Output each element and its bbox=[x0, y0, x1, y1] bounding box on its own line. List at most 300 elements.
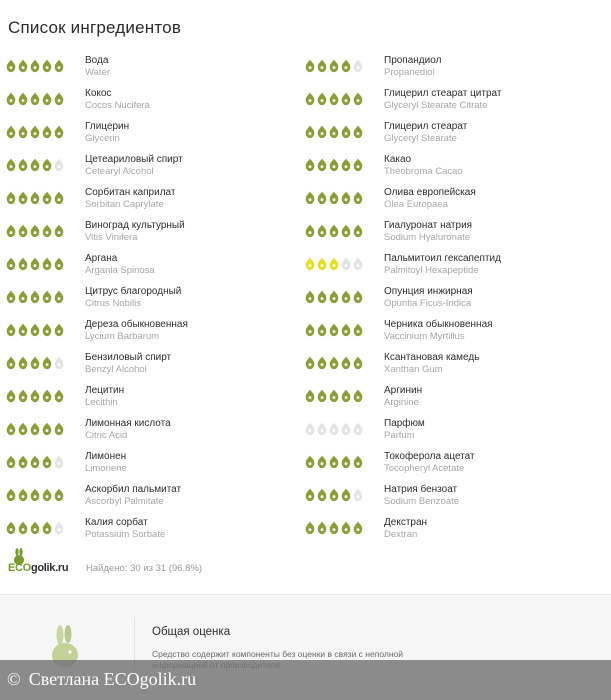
drop-icon bbox=[317, 257, 327, 271]
ingredient-names bbox=[384, 352, 479, 376]
ingredient-name[interactable]: Сорбитан каприлат bbox=[85, 187, 176, 198]
drop-icon bbox=[18, 356, 28, 370]
rating-drops bbox=[6, 323, 66, 339]
drop-icon bbox=[6, 191, 16, 205]
copyright-sign: © bbox=[7, 669, 21, 689]
ingredient-names bbox=[85, 484, 181, 508]
drop-icon bbox=[18, 158, 28, 172]
drop-icon bbox=[305, 125, 315, 139]
drop-icon bbox=[6, 290, 16, 304]
drop-icon bbox=[42, 323, 52, 337]
drop-icon bbox=[317, 92, 327, 106]
drop-icon bbox=[305, 488, 315, 502]
ingredient-names bbox=[85, 385, 124, 409]
ingredient-name[interactable]: Аргинин bbox=[384, 385, 423, 396]
page-title: Список ингредиентов bbox=[8, 18, 182, 37]
ingredient-latin-name: Argania Spinosa bbox=[85, 265, 155, 276]
drop-icon bbox=[6, 158, 16, 172]
drop-icon bbox=[329, 257, 339, 271]
drop-icon bbox=[329, 224, 339, 238]
drop-icon bbox=[30, 521, 40, 535]
drop-icon bbox=[317, 323, 327, 337]
drop-icon bbox=[42, 290, 52, 304]
drop-icon bbox=[6, 488, 16, 502]
drop-icon bbox=[341, 257, 351, 271]
drop-icon bbox=[353, 191, 363, 205]
drop-icon bbox=[353, 422, 363, 436]
drop-icon bbox=[317, 455, 327, 469]
drop-icon bbox=[30, 455, 40, 469]
ingredient-row[interactable] bbox=[305, 53, 605, 86]
rating-drops bbox=[6, 191, 66, 207]
drop-icon bbox=[341, 290, 351, 304]
drop-icon bbox=[54, 455, 64, 469]
drop-icon bbox=[329, 356, 339, 370]
ingredient-name[interactable]: Парфюм bbox=[384, 418, 425, 429]
drop-icon bbox=[30, 158, 40, 172]
ingredient-latin-name: Lycium Barbarum bbox=[85, 331, 160, 342]
drop-icon bbox=[353, 257, 363, 271]
drop-icon bbox=[305, 356, 315, 370]
rating-drops bbox=[6, 290, 66, 306]
ingredient-row[interactable] bbox=[305, 350, 605, 383]
drop-icon bbox=[54, 290, 64, 304]
drop-icon bbox=[353, 356, 363, 370]
drop-icon bbox=[329, 422, 339, 436]
rating-drops bbox=[305, 422, 365, 438]
ingredient-names bbox=[384, 484, 459, 508]
ingredient-names bbox=[85, 121, 129, 145]
ingredient-row[interactable] bbox=[6, 218, 306, 251]
ingredient-latin-name: Xanthan Gum bbox=[384, 364, 443, 375]
ingredient-latin-name: Vitis Vinifera bbox=[85, 232, 138, 243]
drop-icon bbox=[42, 257, 52, 271]
rating-drops bbox=[305, 125, 365, 141]
ingredient-row[interactable] bbox=[305, 383, 605, 416]
ingredient-name[interactable]: Цетеариловый спирт bbox=[85, 154, 183, 165]
drop-icon bbox=[329, 488, 339, 502]
rating-drops bbox=[305, 257, 365, 273]
drop-icon bbox=[30, 488, 40, 502]
ingredient-latin-name: Cetearyl Alcohol bbox=[85, 166, 154, 177]
drop-icon bbox=[6, 323, 16, 337]
drop-icon bbox=[54, 59, 64, 73]
drop-icon bbox=[305, 422, 315, 436]
drop-icon bbox=[18, 59, 28, 73]
ingredient-name[interactable]: Пальмитоил гексапептид bbox=[384, 253, 501, 264]
rating-drops bbox=[305, 356, 365, 372]
drop-icon bbox=[305, 224, 315, 238]
drop-icon bbox=[42, 521, 52, 535]
drop-icon bbox=[54, 92, 64, 106]
ingredient-name[interactable]: Глицерин bbox=[85, 121, 130, 132]
rating-drops bbox=[6, 356, 66, 372]
drop-icon bbox=[42, 356, 52, 370]
drop-icon bbox=[341, 92, 351, 106]
drop-icon bbox=[305, 59, 315, 73]
drop-icon bbox=[341, 191, 351, 205]
drop-icon bbox=[18, 191, 28, 205]
watermark-author: Светлана ECOgolik.ru bbox=[28, 669, 197, 689]
ingredient-names bbox=[384, 385, 422, 409]
rating-drops bbox=[6, 59, 66, 75]
drop-icon bbox=[305, 290, 315, 304]
ingredient-names bbox=[384, 88, 501, 112]
rating-drops bbox=[6, 488, 66, 504]
drop-icon bbox=[6, 356, 16, 370]
drop-icon bbox=[341, 488, 351, 502]
ingredient-name[interactable]: Какао bbox=[384, 154, 412, 165]
ingredient-latin-name: Vaccinium Myrtillus bbox=[384, 331, 465, 342]
drop-icon bbox=[42, 488, 52, 502]
drop-icon bbox=[30, 422, 40, 436]
rating-drops bbox=[6, 224, 66, 240]
ingredient-row[interactable] bbox=[305, 449, 605, 482]
ingredient-latin-name: Glyceryl Stearate Citrate bbox=[384, 100, 488, 111]
drop-icon bbox=[329, 521, 339, 535]
drop-icon bbox=[353, 521, 363, 535]
ingredient-latin-name: Palmitoyl Hexapeptide bbox=[384, 265, 479, 276]
drop-icon bbox=[6, 59, 16, 73]
ingredient-names bbox=[384, 220, 472, 244]
drop-icon bbox=[329, 455, 339, 469]
drop-icon bbox=[54, 488, 64, 502]
ingredient-name[interactable]: Декстран bbox=[384, 517, 428, 528]
ingredient-row[interactable] bbox=[305, 284, 605, 317]
drop-icon bbox=[317, 224, 327, 238]
drop-icon bbox=[353, 92, 363, 106]
drop-icon bbox=[18, 389, 28, 403]
ingredients-column-left bbox=[6, 53, 306, 548]
drop-icon bbox=[341, 422, 351, 436]
drop-icon bbox=[317, 356, 327, 370]
drop-icon bbox=[305, 257, 315, 271]
drop-icon bbox=[6, 224, 16, 238]
ingredient-row[interactable] bbox=[305, 218, 605, 251]
rating-drops bbox=[305, 191, 365, 207]
drop-icon bbox=[54, 125, 64, 139]
drop-icon bbox=[42, 389, 52, 403]
ingredient-latin-name: Potassium Sorbate bbox=[85, 529, 166, 540]
drop-icon bbox=[30, 224, 40, 238]
drop-icon bbox=[305, 158, 315, 172]
drop-icon bbox=[353, 125, 363, 139]
drop-icon bbox=[54, 257, 64, 271]
drop-icon bbox=[341, 158, 351, 172]
ingredient-row[interactable] bbox=[6, 152, 306, 185]
ingredient-name[interactable]: Черника обыкновенная bbox=[384, 319, 493, 330]
ingredient-latin-name: Cocos Nucifera bbox=[85, 100, 150, 111]
ingredient-names bbox=[384, 55, 441, 79]
drop-icon bbox=[42, 92, 52, 106]
found-count: Найдено: 30 из 31 (96.8%) bbox=[86, 563, 203, 574]
drop-icon bbox=[18, 224, 28, 238]
ingredient-latin-name: Opuntia Ficus-Indica bbox=[384, 298, 472, 309]
drop-icon bbox=[6, 521, 16, 535]
ingredient-latin-name: Citric Acid bbox=[85, 430, 128, 441]
ingredient-row[interactable] bbox=[305, 515, 605, 548]
drop-icon bbox=[341, 224, 351, 238]
drop-icon bbox=[6, 257, 16, 271]
summary-note: Средство содержит компоненты без оценки в связи с неполной bbox=[152, 649, 403, 659]
logo-text-eco: ECO bbox=[8, 562, 31, 574]
drop-icon bbox=[18, 422, 28, 436]
drop-icon bbox=[329, 125, 339, 139]
drop-icon bbox=[317, 422, 327, 436]
rating-drops bbox=[305, 158, 365, 174]
ingredient-name[interactable]: Олива европейская bbox=[384, 187, 476, 198]
ingredient-names bbox=[85, 253, 155, 277]
drop-icon bbox=[30, 257, 40, 271]
ingredient-row[interactable] bbox=[6, 284, 306, 317]
drop-icon bbox=[30, 290, 40, 304]
drop-icon bbox=[18, 455, 28, 469]
drop-icon bbox=[18, 521, 28, 535]
drop-icon bbox=[353, 389, 363, 403]
ingredient-names bbox=[384, 286, 473, 310]
ingredient-latin-name: Olea Europaea bbox=[384, 199, 448, 210]
ingredient-row[interactable] bbox=[305, 86, 605, 119]
ingredient-latin-name: Limonene bbox=[85, 463, 127, 474]
drop-icon bbox=[317, 488, 327, 502]
ingredient-row[interactable] bbox=[305, 317, 605, 350]
ingredient-names bbox=[384, 451, 475, 475]
ingredient-latin-name: Sorbitan Caprylate bbox=[85, 199, 164, 210]
drop-icon bbox=[6, 92, 16, 106]
ingredient-row[interactable] bbox=[305, 185, 605, 218]
ingredient-latin-name: Arginine bbox=[384, 397, 419, 408]
drop-icon bbox=[305, 92, 315, 106]
ingredient-row[interactable] bbox=[6, 119, 306, 152]
ingredient-name[interactable]: Бензиловый спирт bbox=[85, 352, 172, 363]
drop-icon bbox=[42, 191, 52, 205]
drop-icon bbox=[18, 257, 28, 271]
drop-icon bbox=[42, 158, 52, 172]
drop-icon bbox=[54, 422, 64, 436]
rating-drops bbox=[6, 125, 66, 141]
drop-icon bbox=[329, 92, 339, 106]
ingredient-name[interactable]: Цитрус благородный bbox=[85, 286, 182, 297]
ingredient-latin-name: Parfum bbox=[384, 430, 415, 441]
drop-icon bbox=[317, 158, 327, 172]
ingredient-row[interactable] bbox=[6, 251, 306, 284]
ingredient-name[interactable]: Калия сорбат bbox=[85, 517, 148, 528]
ingredient-name[interactable]: Лимонная кислота bbox=[85, 418, 171, 429]
ingredient-names bbox=[384, 418, 425, 442]
ingredient-names bbox=[85, 88, 150, 112]
rating-drops bbox=[305, 59, 365, 75]
drop-icon bbox=[54, 521, 64, 535]
rating-drops bbox=[305, 488, 365, 504]
ingredient-name[interactable]: Дереза обыкновенная bbox=[85, 319, 188, 330]
ingredient-names bbox=[384, 121, 467, 145]
drop-icon bbox=[42, 59, 52, 73]
drop-icon bbox=[341, 125, 351, 139]
drop-icon bbox=[353, 488, 363, 502]
ingredient-name[interactable]: Глицерил стеарат цитрат bbox=[384, 88, 502, 99]
drop-icon bbox=[6, 125, 16, 139]
ingredient-latin-name: Lecithin bbox=[85, 397, 118, 408]
ingredient-row[interactable] bbox=[305, 119, 605, 152]
ingredient-name[interactable]: Токоферола ацетат bbox=[384, 451, 475, 462]
ingredient-name[interactable]: Кокос bbox=[85, 88, 112, 99]
ingredient-names bbox=[85, 220, 185, 244]
rating-drops bbox=[6, 422, 66, 438]
drop-icon bbox=[42, 422, 52, 436]
drop-icon bbox=[305, 521, 315, 535]
ingredient-row[interactable] bbox=[6, 185, 306, 218]
drop-icon bbox=[317, 125, 327, 139]
ingredient-latin-name: Glycerin bbox=[85, 133, 120, 144]
rating-drops bbox=[305, 224, 365, 240]
ingredient-row[interactable] bbox=[6, 86, 306, 119]
ingredient-names bbox=[85, 286, 181, 310]
ingredient-latin-name: Propanediol bbox=[384, 67, 435, 78]
drop-icon bbox=[30, 92, 40, 106]
rating-drops bbox=[6, 158, 66, 174]
drop-icon bbox=[329, 158, 339, 172]
watermark-text bbox=[7, 669, 196, 690]
drop-icon bbox=[305, 323, 315, 337]
ingredient-names bbox=[85, 418, 171, 442]
ingredient-name[interactable]: Гиалуронат натрия bbox=[384, 220, 473, 231]
ingredient-names bbox=[85, 451, 127, 475]
drop-icon bbox=[317, 521, 327, 535]
ingredient-latin-name: Glyceryl Stearate bbox=[384, 133, 457, 144]
drop-icon bbox=[341, 521, 351, 535]
ingredient-name[interactable]: Аргана bbox=[85, 253, 118, 264]
ingredient-row[interactable] bbox=[6, 482, 306, 515]
ingredient-row[interactable] bbox=[305, 416, 605, 449]
ingredient-row[interactable] bbox=[305, 482, 605, 515]
drop-icon bbox=[317, 191, 327, 205]
ingredient-name[interactable]: Натрия бензоат bbox=[384, 484, 458, 495]
rating-drops bbox=[6, 455, 66, 471]
ingredient-latin-name: Tocopheryl Acetate bbox=[384, 463, 465, 474]
ingredient-name[interactable]: Лецитин bbox=[85, 385, 125, 396]
drop-icon bbox=[18, 290, 28, 304]
ingredient-name[interactable]: Лимонен bbox=[85, 451, 127, 462]
drop-icon bbox=[341, 59, 351, 73]
ingredient-name[interactable]: Аскорбил пальмитат bbox=[85, 484, 182, 495]
drop-icon bbox=[329, 389, 339, 403]
drop-icon bbox=[30, 125, 40, 139]
ingredient-names bbox=[85, 154, 183, 178]
ingredient-name[interactable]: Виноград культурный bbox=[85, 220, 185, 231]
drop-icon bbox=[42, 125, 52, 139]
ingredient-names bbox=[384, 187, 476, 211]
drop-icon bbox=[353, 224, 363, 238]
ingredient-row[interactable] bbox=[6, 53, 306, 86]
ingredient-row[interactable] bbox=[305, 251, 605, 284]
drop-icon bbox=[353, 455, 363, 469]
drop-icon bbox=[353, 323, 363, 337]
ingredient-name[interactable]: Вода bbox=[85, 55, 109, 66]
rating-drops bbox=[305, 521, 365, 537]
ingredient-names bbox=[85, 352, 171, 376]
ingredient-names bbox=[384, 517, 427, 541]
drop-icon bbox=[42, 455, 52, 469]
ingredient-name[interactable]: Ксантановая камедь bbox=[384, 352, 480, 363]
ingredient-row[interactable] bbox=[6, 449, 306, 482]
ingredient-names bbox=[85, 517, 165, 541]
drop-icon bbox=[30, 191, 40, 205]
ingredient-names bbox=[85, 319, 188, 343]
ingredient-names bbox=[384, 319, 493, 343]
drop-icon bbox=[353, 158, 363, 172]
ingredient-name[interactable]: Глицерил стеарат bbox=[384, 121, 468, 132]
drop-icon bbox=[317, 389, 327, 403]
drop-icon bbox=[54, 323, 64, 337]
rating-drops bbox=[6, 389, 66, 405]
ingredient-latin-name: Water bbox=[85, 67, 110, 78]
ingredient-names bbox=[384, 253, 501, 277]
ingredient-latin-name: Citrus Nobilis bbox=[85, 298, 141, 309]
ingredient-latin-name: Benzyl Alcohol bbox=[85, 364, 147, 375]
drop-icon bbox=[18, 92, 28, 106]
ingredient-name[interactable]: Опунция инжирная bbox=[384, 286, 473, 297]
drop-icon bbox=[6, 389, 16, 403]
drop-icon bbox=[42, 224, 52, 238]
drop-icon bbox=[305, 191, 315, 205]
drop-icon bbox=[329, 290, 339, 304]
drop-icon bbox=[341, 455, 351, 469]
ingredient-row[interactable] bbox=[6, 317, 306, 350]
ingredient-name[interactable]: Пропандиол bbox=[384, 55, 442, 66]
drop-icon bbox=[18, 323, 28, 337]
rating-drops bbox=[6, 92, 66, 108]
drop-icon bbox=[18, 488, 28, 502]
rating-drops bbox=[305, 92, 365, 108]
ingredient-names bbox=[384, 154, 463, 178]
drop-icon bbox=[54, 356, 64, 370]
rating-drops bbox=[6, 257, 66, 273]
ingredient-row[interactable] bbox=[6, 515, 306, 548]
drop-icon bbox=[329, 59, 339, 73]
drop-icon bbox=[30, 389, 40, 403]
drop-icon bbox=[6, 422, 16, 436]
ingredient-row[interactable] bbox=[6, 416, 306, 449]
drop-icon bbox=[341, 323, 351, 337]
summary-title: Общая оценка bbox=[152, 626, 231, 638]
ingredient-row[interactable] bbox=[6, 383, 306, 416]
logo-text-domain: golik.ru bbox=[30, 562, 69, 574]
rating-drops bbox=[305, 290, 365, 306]
drop-icon bbox=[341, 389, 351, 403]
ingredient-names bbox=[85, 187, 175, 211]
drop-icon bbox=[54, 191, 64, 205]
ingredient-latin-name: Ascorbyl Palmitate bbox=[85, 496, 164, 507]
drop-icon bbox=[341, 356, 351, 370]
drop-icon bbox=[30, 323, 40, 337]
rating-drops bbox=[6, 521, 66, 537]
drop-icon bbox=[6, 455, 16, 469]
ingredient-names bbox=[85, 55, 110, 79]
ingredient-latin-name: Dextran bbox=[384, 529, 418, 540]
drop-icon bbox=[305, 389, 315, 403]
drop-icon bbox=[30, 59, 40, 73]
ecogolik-logo[interactable] bbox=[7, 548, 77, 578]
ingredient-latin-name: Sodium Benzoate bbox=[384, 496, 459, 507]
rating-drops bbox=[305, 389, 365, 405]
drop-icon bbox=[54, 389, 64, 403]
drop-icon bbox=[329, 191, 339, 205]
ingredient-row[interactable] bbox=[305, 152, 605, 185]
ingredients-column-right bbox=[305, 53, 605, 548]
ingredient-latin-name: Sodium Hyaluronate bbox=[384, 232, 471, 243]
ingredient-row[interactable] bbox=[6, 350, 306, 383]
drop-icon bbox=[329, 323, 339, 337]
